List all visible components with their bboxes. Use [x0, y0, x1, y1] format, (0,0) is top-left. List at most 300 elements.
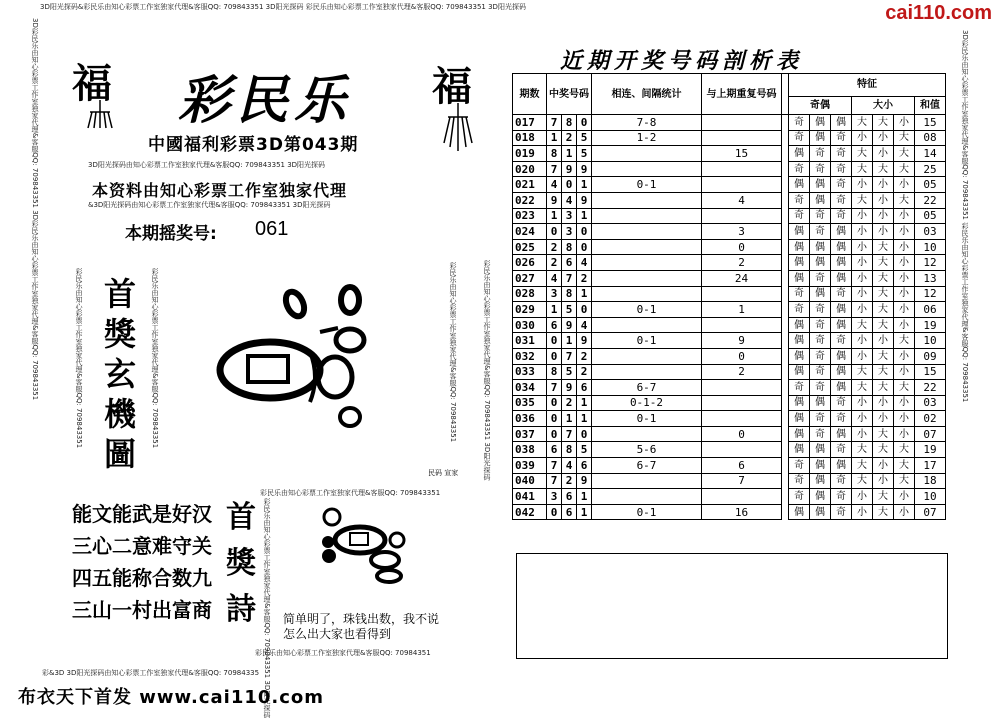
digit-cell: 2 — [562, 130, 577, 146]
table-row — [513, 473, 946, 489]
fu-character-right: 福 — [432, 63, 472, 110]
digit-cell: 6 — [547, 317, 562, 333]
repeat-cell — [702, 317, 782, 333]
odd-even-cell: 偶 — [789, 224, 810, 240]
table-row — [513, 255, 946, 271]
size-cell: 小 — [894, 286, 915, 302]
size-cell: 大 — [852, 317, 873, 333]
digit-cell: 4 — [562, 458, 577, 474]
odd-even-cell: 奇 — [831, 286, 852, 302]
sum-cell: 09 — [915, 348, 946, 364]
puzzle-title-char: 機 — [103, 395, 136, 433]
size-cell: 大 — [873, 348, 894, 364]
size-cell: 小 — [894, 302, 915, 318]
size-cell: 大 — [852, 364, 873, 380]
issue-cell: 019 — [513, 146, 547, 162]
adjacent-cell — [592, 348, 702, 364]
sum-cell: 03 — [915, 224, 946, 240]
size-cell: 小 — [894, 411, 915, 427]
adjacent-cell — [592, 239, 702, 255]
odd-even-cell: 偶 — [789, 364, 810, 380]
odd-even-cell: 偶 — [810, 395, 831, 411]
size-cell: 大 — [873, 364, 894, 380]
size-cell: 大 — [873, 426, 894, 442]
odd-even-cell: 奇 — [789, 458, 810, 474]
odd-even-cell: 奇 — [789, 302, 810, 318]
digit-cell: 1 — [547, 130, 562, 146]
table-row — [513, 115, 946, 131]
header-issue: 期数 — [513, 74, 547, 115]
poem-picture — [305, 500, 415, 585]
issue-cell: 037 — [513, 426, 547, 442]
odd-even-cell: 奇 — [831, 489, 852, 505]
size-cell: 大 — [852, 146, 873, 162]
table-row — [513, 380, 946, 396]
repeat-cell: 1 — [702, 302, 782, 318]
digit-cell: 5 — [577, 442, 592, 458]
spacer-cell — [782, 333, 789, 349]
digit-cell: 7 — [547, 115, 562, 131]
spacer-cell — [782, 224, 789, 240]
repeat-cell — [702, 442, 782, 458]
repeat-cell — [702, 395, 782, 411]
repeat-cell: 0 — [702, 239, 782, 255]
odd-even-cell: 偶 — [810, 442, 831, 458]
issue-cell: 018 — [513, 130, 547, 146]
sum-cell: 07 — [915, 504, 946, 520]
table-row — [513, 489, 946, 505]
odd-even-cell: 奇 — [789, 380, 810, 396]
spacer-cell — [782, 489, 789, 505]
size-cell: 小 — [852, 255, 873, 271]
sum-cell: 02 — [915, 411, 946, 427]
odd-even-cell: 偶 — [789, 146, 810, 162]
spacer-cell — [782, 115, 789, 131]
adjacent-cell — [592, 473, 702, 489]
size-cell: 小 — [852, 224, 873, 240]
odd-even-cell: 偶 — [789, 411, 810, 427]
digit-cell: 1 — [562, 411, 577, 427]
spacer-cell — [782, 146, 789, 162]
odd-even-cell: 奇 — [831, 161, 852, 177]
digit-cell: 6 — [577, 380, 592, 396]
odd-even-cell: 奇 — [831, 411, 852, 427]
digit-cell: 1 — [577, 411, 592, 427]
header-odd-even: 奇偶 — [789, 96, 852, 114]
size-cell: 大 — [873, 161, 894, 177]
adjacent-cell: 1-2 — [592, 130, 702, 146]
poem-title-char: 首 — [226, 500, 256, 535]
size-cell: 小 — [852, 504, 873, 520]
odd-even-cell: 奇 — [810, 333, 831, 349]
size-cell: 小 — [852, 239, 873, 255]
repeat-cell: 2 — [702, 255, 782, 271]
adjacent-cell: 7-8 — [592, 115, 702, 131]
poem-note-line: 简单明了，珠钱出数，我不说 — [283, 612, 440, 626]
odd-even-cell: 偶 — [831, 224, 852, 240]
header-size: 大小 — [852, 96, 915, 114]
size-cell: 小 — [894, 270, 915, 286]
odd-even-cell: 奇 — [789, 489, 810, 505]
spacer-cell — [782, 473, 789, 489]
odd-even-cell: 偶 — [810, 239, 831, 255]
poem-line: 四五能称合数九 — [72, 566, 212, 590]
bottom-ad-strip-left: 彩&3D 3D阳光探码由知心彩票工作室独家代理&客服QQ: 70984335 — [42, 669, 260, 677]
puzzle-title-char: 圖 — [103, 435, 136, 473]
puzzle-title-char: 獎 — [103, 315, 136, 353]
poem-side-strip: 彩民乐由知心彩票工作室独家代理&客服QQ: 709843351 3D阳光探码 — [263, 498, 271, 718]
table-row — [513, 302, 946, 318]
digit-cell: 7 — [562, 270, 577, 286]
spacer-cell — [782, 177, 789, 193]
digit-cell: 0 — [547, 395, 562, 411]
odd-even-cell: 奇 — [789, 115, 810, 131]
adjacent-cell — [592, 426, 702, 442]
digit-cell: 6 — [547, 442, 562, 458]
odd-even-cell: 偶 — [831, 458, 852, 474]
size-cell: 大 — [894, 442, 915, 458]
digit-cell: 5 — [577, 146, 592, 162]
digit-cell: 9 — [577, 473, 592, 489]
table-row — [513, 411, 946, 427]
sum-cell: 03 — [915, 395, 946, 411]
digit-cell: 6 — [562, 504, 577, 520]
table-row — [513, 208, 946, 224]
table-row — [513, 130, 946, 146]
spacer-cell — [782, 255, 789, 271]
issue-cell: 038 — [513, 442, 547, 458]
digit-cell: 0 — [577, 302, 592, 318]
poem-lines — [72, 498, 212, 626]
digit-cell: 1 — [577, 286, 592, 302]
spacer-cell — [782, 239, 789, 255]
odd-even-cell: 偶 — [831, 255, 852, 271]
digit-cell: 4 — [577, 255, 592, 271]
odd-even-cell: 偶 — [789, 270, 810, 286]
odd-even-cell: 奇 — [810, 270, 831, 286]
odd-even-cell: 偶 — [789, 348, 810, 364]
repeat-cell — [702, 115, 782, 131]
size-cell: 大 — [873, 270, 894, 286]
odd-even-cell: 偶 — [810, 115, 831, 131]
digit-cell: 9 — [577, 333, 592, 349]
info-strip-1: 3D阳光探码由知心彩票工作室独家代理&客服QQ: 709843351 3D阳光探码 — [88, 161, 326, 169]
digit-cell: 0 — [547, 224, 562, 240]
table-row — [513, 426, 946, 442]
adjacent-cell: 0-1 — [592, 333, 702, 349]
digit-cell: 2 — [562, 473, 577, 489]
table-row — [513, 333, 946, 349]
digit-cell: 0 — [547, 411, 562, 427]
size-cell: 大 — [894, 146, 915, 162]
site-watermark: cai110.com — [885, 2, 992, 24]
adjacent-cell — [592, 161, 702, 177]
size-cell: 小 — [852, 208, 873, 224]
sum-cell: 05 — [915, 208, 946, 224]
bottom-ad-strip-mid: 彩民乐由知心彩票工作室独家代理&客服QQ: 70984351 — [255, 649, 431, 657]
adjacent-cell — [592, 286, 702, 302]
sum-cell: 22 — [915, 192, 946, 208]
issue-cell: 021 — [513, 177, 547, 193]
spacer-cell — [782, 208, 789, 224]
digit-cell: 7 — [562, 348, 577, 364]
size-cell: 大 — [894, 161, 915, 177]
issue-cell: 032 — [513, 348, 547, 364]
agency-line: 本资料由知心彩票工作室独家代理 — [92, 181, 348, 200]
size-cell: 小 — [894, 364, 915, 380]
odd-even-cell: 奇 — [810, 224, 831, 240]
issue-heading: 中國福利彩票3D第043期 — [148, 135, 359, 155]
adjacent-cell: 6-7 — [592, 380, 702, 396]
odd-even-cell: 偶 — [831, 348, 852, 364]
issue-cell: 028 — [513, 286, 547, 302]
spacer-cell — [782, 426, 789, 442]
sum-cell: 19 — [915, 442, 946, 458]
odd-even-cell: 偶 — [810, 177, 831, 193]
odd-even-cell: 偶 — [810, 255, 831, 271]
odd-even-cell: 奇 — [831, 192, 852, 208]
table-row — [513, 270, 946, 286]
digit-cell: 8 — [562, 442, 577, 458]
digit-cell: 8 — [547, 364, 562, 380]
odd-even-cell: 奇 — [810, 426, 831, 442]
issue-cell: 031 — [513, 333, 547, 349]
repeat-cell: 6 — [702, 458, 782, 474]
size-cell: 小 — [894, 426, 915, 442]
size-cell: 大 — [873, 504, 894, 520]
issue-cell: 040 — [513, 473, 547, 489]
header-feature: 特征 — [789, 74, 946, 97]
analysis-table — [512, 73, 946, 520]
poem-title-char: 詩 — [226, 592, 256, 627]
table-row — [513, 442, 946, 458]
digit-cell: 9 — [577, 161, 592, 177]
size-cell: 大 — [894, 458, 915, 474]
adjacent-cell — [592, 364, 702, 380]
digit-cell: 2 — [547, 255, 562, 271]
size-cell: 小 — [873, 473, 894, 489]
size-cell: 大 — [873, 380, 894, 396]
issue-cell: 027 — [513, 270, 547, 286]
size-cell: 小 — [894, 255, 915, 271]
odd-even-cell: 偶 — [831, 364, 852, 380]
size-cell: 大 — [894, 380, 915, 396]
issue-cell: 024 — [513, 224, 547, 240]
notes-box — [516, 553, 948, 659]
digit-cell: 6 — [562, 489, 577, 505]
analysis-table-body — [513, 115, 946, 520]
issue-cell: 020 — [513, 161, 547, 177]
repeat-cell: 0 — [702, 426, 782, 442]
digit-cell: 8 — [562, 239, 577, 255]
draw-number-label: 本期摇奖号: — [125, 224, 217, 244]
header-number: 中奖号码 — [547, 74, 592, 115]
issue-cell: 035 — [513, 395, 547, 411]
odd-even-cell: 奇 — [810, 411, 831, 427]
puzzle-credit: 民码 宣家 — [428, 469, 459, 477]
issue-cell: 039 — [513, 458, 547, 474]
size-cell: 小 — [894, 317, 915, 333]
odd-even-cell: 奇 — [831, 177, 852, 193]
left-ad-strip: 3D彩民乐由知心彩票工作室独家代理&客服QQ: 709843351 3D彩民乐由知心彩票工作室独家代理&客服QQ: 709843351 — [31, 18, 39, 401]
size-cell: 小 — [852, 270, 873, 286]
odd-even-cell: 偶 — [810, 192, 831, 208]
size-cell: 大 — [894, 130, 915, 146]
header-repeat: 与上期重复号码 — [702, 74, 782, 115]
spacer-cell — [782, 286, 789, 302]
issue-cell: 033 — [513, 364, 547, 380]
repeat-cell: 3 — [702, 224, 782, 240]
draw-number-value: 061 — [255, 218, 289, 240]
size-cell: 小 — [894, 224, 915, 240]
issue-cell: 034 — [513, 380, 547, 396]
size-cell: 大 — [894, 473, 915, 489]
sum-cell: 08 — [915, 130, 946, 146]
table-row — [513, 286, 946, 302]
repeat-cell — [702, 286, 782, 302]
repeat-cell — [702, 489, 782, 505]
spacer-cell — [782, 192, 789, 208]
spacer-cell — [782, 458, 789, 474]
issue-cell: 041 — [513, 489, 547, 505]
size-cell: 小 — [873, 130, 894, 146]
digit-cell: 2 — [577, 348, 592, 364]
digit-cell: 5 — [562, 364, 577, 380]
size-cell: 大 — [852, 115, 873, 131]
odd-even-cell: 偶 — [810, 504, 831, 520]
adjacent-cell: 0-1 — [592, 177, 702, 193]
issue-cell: 026 — [513, 255, 547, 271]
repeat-cell: 24 — [702, 270, 782, 286]
repeat-cell — [702, 208, 782, 224]
digit-cell: 7 — [562, 426, 577, 442]
sum-cell: 10 — [915, 333, 946, 349]
size-cell: 小 — [852, 130, 873, 146]
repeat-cell: 0 — [702, 348, 782, 364]
sum-cell: 17 — [915, 458, 946, 474]
odd-even-cell: 奇 — [831, 504, 852, 520]
digit-cell: 2 — [547, 239, 562, 255]
adjacent-cell: 6-7 — [592, 458, 702, 474]
digit-cell: 0 — [547, 504, 562, 520]
size-cell: 大 — [873, 239, 894, 255]
issue-cell: 042 — [513, 504, 547, 520]
poem-note-line: 怎么出大家也看得到 — [283, 627, 392, 641]
repeat-cell — [702, 411, 782, 427]
odd-even-cell: 奇 — [831, 442, 852, 458]
odd-even-cell: 偶 — [789, 442, 810, 458]
header-spacer — [782, 74, 789, 115]
table-row — [513, 161, 946, 177]
size-cell: 小 — [852, 177, 873, 193]
digit-cell: 9 — [577, 192, 592, 208]
table-row — [513, 224, 946, 240]
size-cell: 小 — [873, 395, 894, 411]
spacer-cell — [782, 348, 789, 364]
digit-cell: 9 — [562, 380, 577, 396]
digit-cell: 1 — [577, 489, 592, 505]
size-cell: 小 — [852, 333, 873, 349]
size-cell: 大 — [852, 473, 873, 489]
size-cell: 小 — [873, 458, 894, 474]
digit-cell: 7 — [547, 161, 562, 177]
size-cell: 大 — [873, 442, 894, 458]
digit-cell: 9 — [547, 192, 562, 208]
sum-cell: 15 — [915, 364, 946, 380]
odd-even-cell: 偶 — [810, 489, 831, 505]
size-cell: 小 — [852, 489, 873, 505]
adjacent-cell: 0-1 — [592, 504, 702, 520]
sum-cell: 10 — [915, 489, 946, 505]
odd-even-cell: 偶 — [789, 504, 810, 520]
adjacent-cell: 0-1 — [592, 411, 702, 427]
odd-even-cell: 奇 — [831, 146, 852, 162]
digit-cell: 1 — [577, 395, 592, 411]
digit-cell: 2 — [577, 270, 592, 286]
size-cell: 大 — [852, 380, 873, 396]
sum-cell: 07 — [915, 426, 946, 442]
sum-cell: 18 — [915, 473, 946, 489]
header-sum: 和值 — [915, 96, 946, 114]
table-row — [513, 192, 946, 208]
digit-cell: 3 — [562, 224, 577, 240]
digit-cell: 4 — [562, 192, 577, 208]
repeat-cell: 2 — [702, 364, 782, 380]
repeat-cell: 7 — [702, 473, 782, 489]
odd-even-cell: 偶 — [831, 380, 852, 396]
middle-ad-strip: 彩民乐由知心彩票工作室独家代理&客服QQ: 709843351 3D阳光探码 — [483, 260, 491, 481]
odd-even-cell: 偶 — [831, 426, 852, 442]
size-cell: 小 — [873, 333, 894, 349]
puzzle-left-strip: 彩民乐由知心彩票工作室独家代理&客服QQ: 709843351 — [75, 268, 83, 449]
adjacent-cell — [592, 255, 702, 271]
digit-cell: 8 — [562, 286, 577, 302]
poem-line: 三心二意难守关 — [72, 534, 212, 558]
odd-even-cell: 偶 — [831, 302, 852, 318]
puzzle-right-strip: 彩民乐由知心彩票工作室独家代理&客服QQ: 709843351 — [449, 262, 457, 443]
odd-even-cell: 偶 — [810, 458, 831, 474]
digit-cell: 6 — [562, 255, 577, 271]
digit-cell: 1 — [577, 504, 592, 520]
repeat-cell: 4 — [702, 192, 782, 208]
table-row — [513, 146, 946, 162]
right-ad-strip: 3D彩民乐由知心彩票工作室独家代理&客服QQ: 709843351 彩民乐由知心彩票工作室独家代理&客服QQ: 709843351 — [961, 30, 969, 403]
spacer-cell — [782, 504, 789, 520]
size-cell: 小 — [873, 224, 894, 240]
odd-even-cell: 偶 — [789, 255, 810, 271]
odd-even-cell: 偶 — [810, 286, 831, 302]
odd-even-cell: 奇 — [810, 302, 831, 318]
analysis-table-wrap — [512, 73, 946, 520]
brand-title: 彩民乐 — [178, 70, 353, 131]
sum-cell: 19 — [915, 317, 946, 333]
poem-note — [283, 612, 439, 642]
odd-even-cell: 奇 — [810, 161, 831, 177]
odd-even-cell: 奇 — [789, 473, 810, 489]
lantern-tassel-right-icon — [438, 103, 478, 153]
spacer-cell — [782, 317, 789, 333]
odd-even-cell: 奇 — [789, 192, 810, 208]
size-cell: 大 — [852, 442, 873, 458]
digit-cell: 8 — [547, 146, 562, 162]
digit-cell: 1 — [562, 146, 577, 162]
repeat-cell — [702, 177, 782, 193]
table-row — [513, 504, 946, 520]
digit-cell: 1 — [562, 333, 577, 349]
top-ad-strip: 3D阳光探码&彩民乐由知心彩票工作室独家代理&客服QQ: 709843351 3D阳光探码 彩民乐由知心彩票工作室独家代理&客服QQ: 709843351 3D阳光探码 — [40, 3, 526, 11]
spacer-cell — [782, 411, 789, 427]
digit-cell: 9 — [562, 317, 577, 333]
